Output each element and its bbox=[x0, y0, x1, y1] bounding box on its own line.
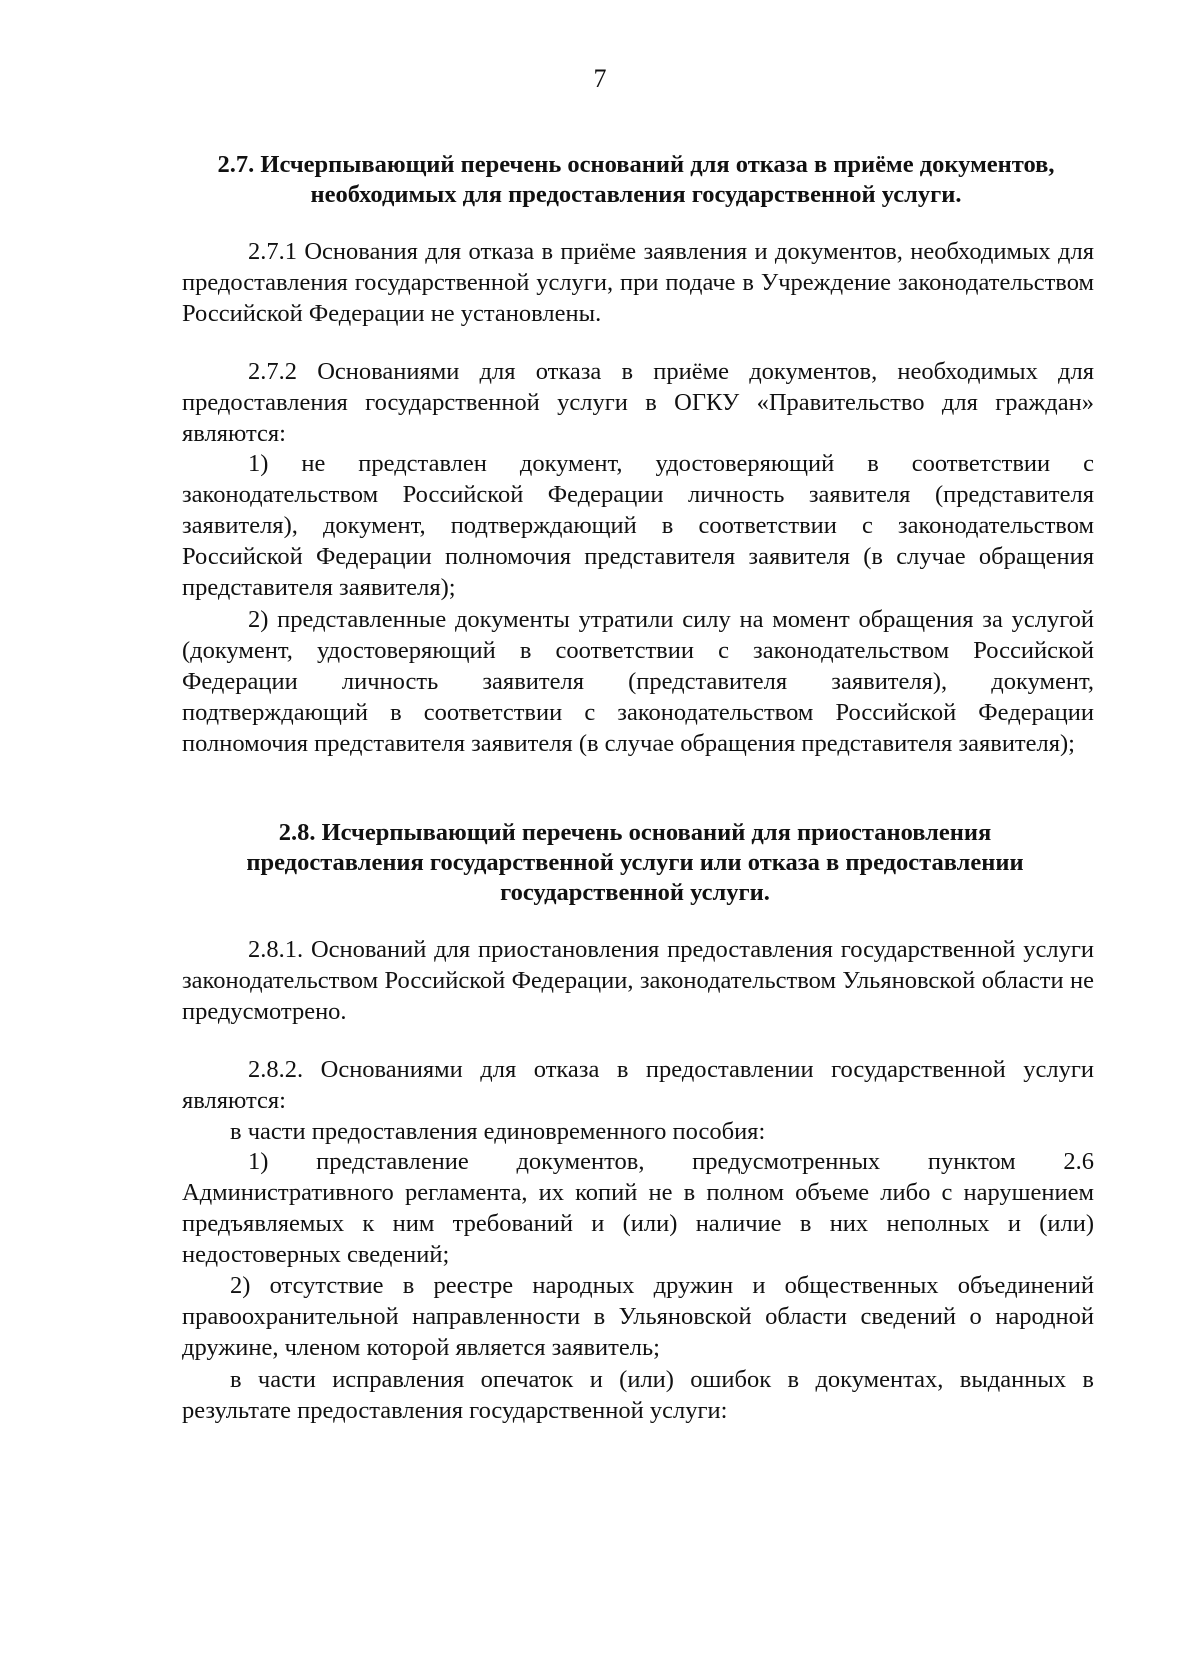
paragraph-2-8-2: 2.8.2. Основаниями для отказа в предоставлении государственной услуги являются: bbox=[182, 1056, 1094, 1114]
list-item-2-8-2-1: 1) представление документов, предусмотренных пунктом 2.6 Административного регламента, их копий не в полном объеме либо с нарушением предъявляемых к ним требований и (или) наличие в них неполных и (или) недостоверных сведений; bbox=[182, 1148, 1094, 1268]
paragraph-2-7-2: 2.7.2 Основаниями для отказа в приёме документов, необходимых для предоставления государственной услуги в ОГКУ «Правительство для граждан» являются: bbox=[182, 358, 1094, 447]
list-item-2-7-2-1: 1) не представлен документ, удостоверяющий в соответствии с законодательством Российской Федерации личность заявителя (представителя заявителя), документ, подтверждающий в соответствии с законодательством Российской Федерации полномочия представителя заявителя (в случае обращения представителя заявителя); bbox=[182, 450, 1094, 601]
subsection-lump-sum-benefit: в части предоставления единовременного пособия: bbox=[230, 1118, 766, 1145]
section-2-8-heading: 2.8. Исчерпывающий перечень оснований для приостановления предоставления государственной услуги или отказа в предоставлении государственной услуги. bbox=[246, 819, 1024, 906]
paragraph-2-8-1: 2.8.1. Оснований для приостановления предоставления государственной услуги законодательством Российской Федерации, законодательством Ульяновской области не предусмотрено. bbox=[182, 936, 1094, 1025]
section-2-7-heading: 2.7. Исчерпывающий перечень оснований для отказа в приёме документов, необходимых для предоставления государственной услуги. bbox=[217, 151, 1055, 208]
subsection-typo-correction: в части исправления опечаток и (или) ошибок в документах, выданных в результате предоставления государственной услуги: bbox=[182, 1366, 1094, 1424]
page-number: 7 bbox=[593, 64, 607, 93]
list-item-2-7-2-2: 2) представленные документы утратили силу на момент обращения за услугой (документ, удостоверяющий в соответствии с законодательством Российской Федерации личность заявителя (представителя заявителя), документ, подтверждающий в соответствии с законодательством Российской Федерации полномочия представителя заявителя (в случае обращения представителя заявителя); bbox=[182, 606, 1094, 757]
list-item-2-8-2-2: 2) отсутствие в реестре народных дружин и общественных объединений правоохранительной направленности в Ульяновской области сведений о народной дружине, членом которой является заявитель; bbox=[182, 1272, 1094, 1361]
paragraph-2-7-1: 2.7.1 Основания для отказа в приёме заявления и документов, необходимых для предоставления государственной услуги, при подаче в Учреждение законодательством Российской Федерации не установлены. bbox=[182, 238, 1094, 327]
